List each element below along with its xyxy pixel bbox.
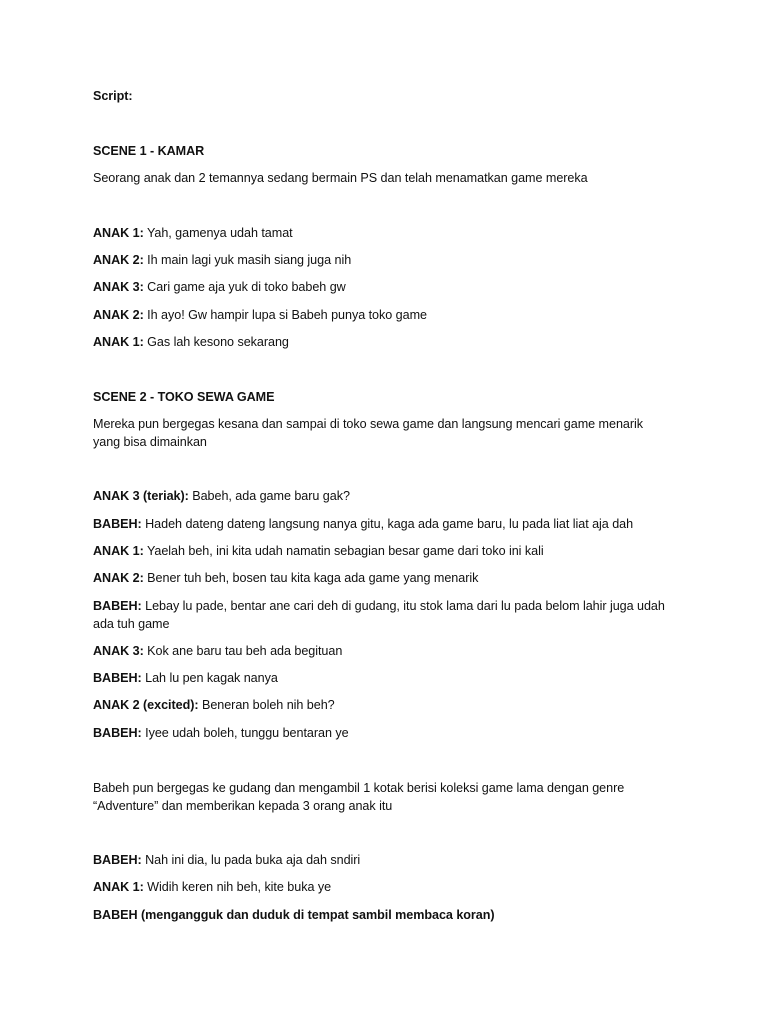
speaker-label: BABEH: [93,517,142,531]
dialogue-line [93,669,683,687]
dialogue-line [93,724,683,742]
dialogue-text: Lebay lu pade, bentar ane cari deh di gudang, itu stok lama dari lu pada belom lahir juga udah ada tuh game [93,599,665,631]
dialogue-text: Gas lah kesono sekarang [143,335,289,349]
dialogue-line [93,224,683,242]
speaker-label: ANAK 2: [93,571,144,585]
dialogue-text: Hadeh dateng dateng langsung nanya gitu, kaga ada game baru, lu pada liat liat aja dah [141,517,634,531]
dialogue-line [93,306,683,324]
scene-2-description: Mereka pun bergegas kesana dan sampai di toko sewa game dan langsung mencari game menarik yang bisa dimainkan [93,417,644,449]
scene-1-title: SCENE 1 - KAMAR [93,144,205,158]
speaker-label: BABEH: [93,726,142,740]
speaker-label: BABEH: [93,671,142,685]
speaker-label: ANAK 2: [93,253,144,267]
dialogue-line [93,333,683,351]
speaker-label: ANAK 2 (excited): [93,698,199,712]
dialogue-text: Cari game aja yuk di toko babeh gw [143,280,346,294]
dialogue-line [93,487,683,505]
scene-2-title: SCENE 2 - TOKO SEWA GAME [93,390,275,404]
speaker-label: BABEH: [93,599,142,613]
dialogue-line [93,251,683,269]
dialogue-line [93,515,683,533]
dialogue-text: Ih ayo! Gw hampir lupa si Babeh punya toko game [143,308,427,322]
dialogue-line [93,878,683,896]
speaker-label: ANAK 2: [93,308,144,322]
dialogue-line [93,851,683,869]
speaker-label: ANAK 1: [93,880,144,894]
dialogue-text: Bener tuh beh, bosen tau kita kaga ada game yang menarik [143,571,479,585]
dialogue-text: Nah ini dia, lu pada buka aja dah sndiri [141,853,361,867]
dialogue-text: Lah lu pen kagak nanya [141,671,278,685]
speaker-label: ANAK 1: [93,335,144,349]
speaker-label: ANAK 1: [93,226,144,240]
dialogue-text: Babeh, ada game baru gak? [188,489,350,503]
speaker-label: BABEH: [93,853,142,867]
dialogue-text: Kok ane baru tau beh ada begituan [143,644,343,658]
dialogue-line [93,642,683,660]
dialogue-text: Yah, gamenya udah tamat [143,226,293,240]
dialogue-text: Yaelah beh, ini kita udah namatin sebagian besar game dari toko ini kali [143,544,544,558]
dialogue-line [93,696,683,714]
speaker-label: ANAK 1: [93,544,144,558]
document-heading: Script: [93,89,133,103]
scene-1-description: Seorang anak dan 2 temannya sedang bermain PS dan telah menamatkan game mereka [93,171,588,185]
stage-direction: BABEH (mengangguk dan duduk di tempat sambil membaca koran) [93,908,495,922]
speaker-label: ANAK 3: [93,644,144,658]
dialogue-line [93,597,668,633]
dialogue-line [93,569,683,587]
dialogue-line [93,542,683,560]
dialogue-text: Ih main lagi yuk masih siang juga nih [143,253,352,267]
dialogue-text: Beneran boleh nih beh? [198,698,335,712]
narration-paragraph: Babeh pun bergegas ke gudang dan mengambil 1 kotak berisi koleksi game lama dengan genre “Adventure” dan memberikan kepada 3 orang anak itu [93,781,625,813]
dialogue-text: Widih keren nih beh, kite buka ye [143,880,332,894]
dialogue-line [93,278,683,296]
speaker-label: ANAK 3 (teriak): [93,489,189,503]
speaker-label: ANAK 3: [93,280,144,294]
dialogue-text: Iyee udah boleh, tunggu bentaran ye [141,726,349,740]
